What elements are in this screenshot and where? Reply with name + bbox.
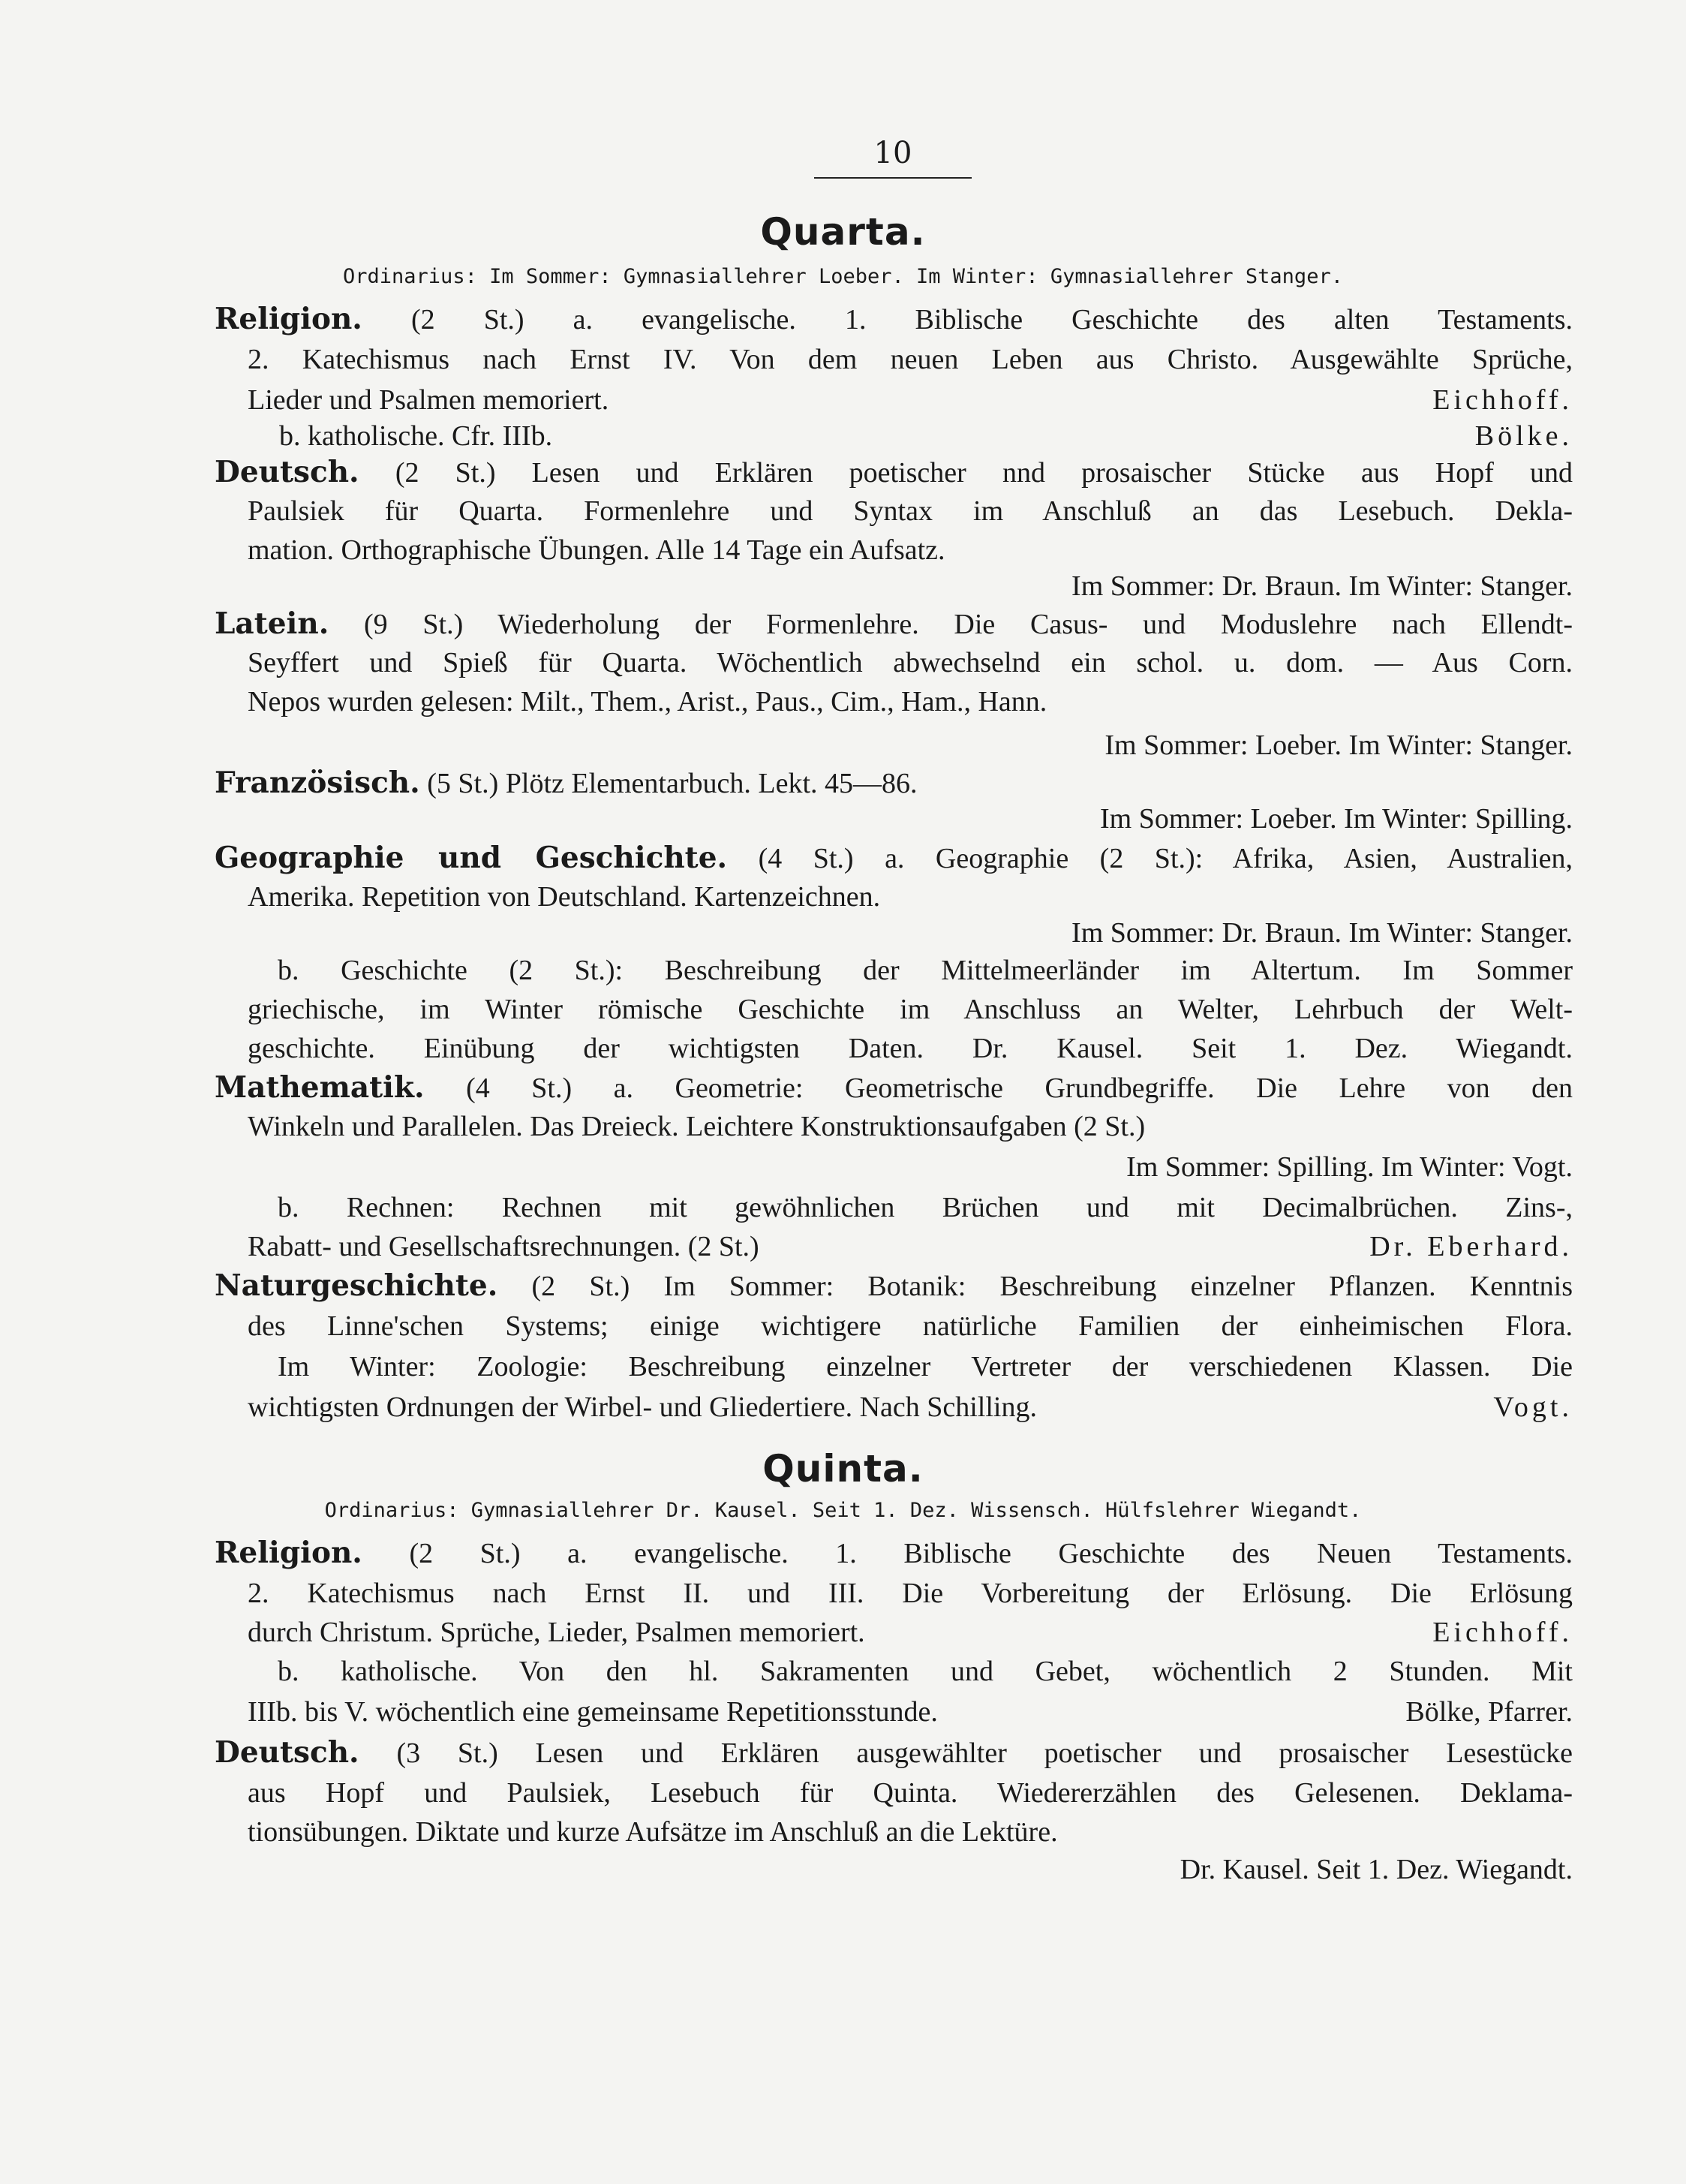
quarta-geo-line6: geschichte. Einübung der wichtigsten Daten. Dr. Kausel. Seit 1. Dez. Wiegandt. <box>248 1033 1573 1064</box>
quarta-religion-teacher2: Bölke. <box>1474 420 1573 452</box>
quarta-natur-teacher: Vogt. <box>1493 1391 1573 1423</box>
subject-heading: Religion. <box>215 302 362 336</box>
quarta-mathe-line5: Rabatt- und Gesellschaftsrechnungen. (2 St.) <box>248 1231 759 1262</box>
quarta-religion-line4: b. katholische. Cfr. IIIb. <box>279 420 553 452</box>
page-number: 10 <box>814 134 972 179</box>
quarta-natur-line3: Im Winter: Zoologie: Beschreibung einzelner Vertreter der verschiedenen Klassen. Die <box>278 1351 1573 1382</box>
quinta-deutsch-teachers: Dr. Kausel. Seit 1. Dez. Wiegandt. <box>1180 1854 1573 1885</box>
section-title-quarta: Quarta. <box>760 210 926 254</box>
quinta-religion-line2: 2. Katechismus nach Ernst II. und III. Die Vorbereitung der Erlösung. Die Erlösung <box>248 1578 1573 1609</box>
quarta-mathe-line2: Winkeln und Parallelen. Das Dreieck. Leichtere Konstruktionsaufgaben (2 St.) <box>248 1111 1146 1142</box>
ordinarius-quarta: Ordinarius: Im Sommer: Gymnasiallehrer Loeber. Im Winter: Gymnasiallehrer Stanger. <box>343 265 1343 288</box>
subject-heading: Deutsch. <box>215 1735 359 1770</box>
quinta-religion-line5: IIIb. bis V. wöchentlich eine gemeinsame Repetitionsstunde. <box>248 1696 938 1728</box>
quinta-deutsch-line1: Deutsch. (3 St.) Lesen und Erklären ausgewählter poetischer und prosaischer Lesestücke <box>215 1735 1573 1770</box>
quarta-franz-teachers: Im Sommer: Loeber. Im Winter: Spilling. <box>1100 803 1573 835</box>
quarta-deutsch-teachers: Im Sommer: Dr. Braun. Im Winter: Stanger. <box>1071 570 1573 602</box>
quarta-geo-line4: b. Geschichte (2 St.): Beschreibung der Mittelmeerländer im Altertum. Im Sommer <box>278 955 1573 986</box>
subject-heading: Religion. <box>215 1536 362 1570</box>
quarta-natur-line4: wichtigsten Ordnungen der Wirbel- und Gliedertiere. Nach Schilling. <box>248 1391 1037 1423</box>
subject-heading: Geographie und Geschichte. <box>215 841 728 875</box>
quinta-religion-line3: durch Christum. Sprüche, Lieder, Psalmen memoriert. <box>248 1617 865 1648</box>
quarta-deutsch-line1: Deutsch. (2 St.) Lesen und Erklären poetischer nnd prosaischer Stücke aus Hopf und <box>215 455 1573 489</box>
quarta-latein-teachers: Im Sommer: Loeber. Im Winter: Stanger. <box>1104 730 1573 761</box>
quarta-geo-teachers: Im Sommer: Dr. Braun. Im Winter: Stanger. <box>1071 917 1573 949</box>
quarta-latein-line3: Nepos wurden gelesen: Milt., Them., Arist., Paus., Cim., Ham., Hann. <box>248 686 1047 717</box>
quinta-deutsch-line2: aus Hopf und Paulsiek, Lesebuch für Quinta. Wiedererzählen des Gelesenen. Deklama- <box>248 1777 1573 1809</box>
quarta-mathe-line4: b. Rechnen: Rechnen mit gewöhnlichen Brüchen und mit Decimalbrüchen. Zins-, <box>278 1192 1573 1223</box>
quarta-latein-line2: Seyffert und Spieß für Quarta. Wöchentlich abwechselnd ein schol. u. dom. — Aus Corn. <box>248 647 1573 678</box>
quinta-deutsch-line3: tionsübungen. Diktate und kurze Aufsätze im Anschluß an die Lektüre. <box>248 1816 1058 1848</box>
quarta-religion-line3: Lieder und Psalmen memoriert. <box>248 384 609 416</box>
quarta-religion-line2: 2. Katechismus nach Ernst IV. Von dem neuen Leben aus Christo. Ausgewählte Sprüche, <box>248 344 1573 375</box>
quarta-mathe-teachers: Im Sommer: Spilling. Im Winter: Vogt. <box>1126 1151 1573 1183</box>
quarta-natur-line1: Naturgeschichte. (2 St.) Im Sommer: Botanik: Beschreibung einzelner Pflanzen. Kenntnis <box>215 1268 1573 1303</box>
quinta-religion-teacher: Eichhoff. <box>1432 1617 1573 1648</box>
quarta-latein-line1: Latein. (9 St.) Wiederholung der Formenlehre. Die Casus- und Moduslehre nach Ellendt- <box>215 606 1573 641</box>
subject-heading: Deutsch. <box>215 455 359 489</box>
quarta-deutsch-line2: Paulsiek für Quarta. Formenlehre und Syntax im Anschluß an das Lesebuch. Dekla- <box>248 495 1573 527</box>
quarta-geo-line1: Geographie und Geschichte. (4 St.) a. Geographie (2 St.): Afrika, Asien, Australien, <box>215 841 1573 875</box>
subject-heading: Französisch. <box>215 766 420 800</box>
subject-heading: Latein. <box>215 606 329 641</box>
subject-heading: Naturgeschichte. <box>215 1268 498 1303</box>
quarta-geo-line2: Amerika. Repetition von Deutschland. Kartenzeichnen. <box>248 881 881 913</box>
quarta-natur-line2: des Linne'schen Systems; einige wichtigere natürliche Familien der einheimischen Flora. <box>248 1310 1573 1342</box>
quarta-mathe-teacher: Dr. Eberhard. <box>1369 1231 1573 1262</box>
quinta-religion-line1: Religion. (2 St.) a. evangelische. 1. Biblische Geschichte des Neuen Testaments. <box>215 1536 1573 1570</box>
section-title-quinta: Quinta. <box>762 1447 924 1491</box>
quinta-religion-line4: b. katholische. Von den hl. Sakramenten und Gebet, wöchentlich 2 Stunden. Mit <box>278 1656 1573 1687</box>
quarta-religion-teacher: Eichhoff. <box>1432 384 1573 416</box>
subject-heading: Mathematik. <box>215 1070 425 1105</box>
ordinarius-quinta: Ordinarius: Gymnasiallehrer Dr. Kausel. Seit 1. Dez. Wissensch. Hülfslehrer Wiegandt. <box>324 1499 1362 1522</box>
quarta-franz-line1: Französisch. (5 St.) Plötz Elementarbuch. Lekt. 45—86. <box>215 766 918 800</box>
quarta-geo-line5: griechische, im Winter römische Geschichte im Anschluss an Welter, Lehrbuch der Welt- <box>248 994 1573 1025</box>
quarta-mathe-line1: Mathematik. (4 St.) a. Geometrie: Geometrische Grundbegriffe. Die Lehre von den <box>215 1070 1573 1105</box>
quarta-deutsch-line3: mation. Orthographische Übungen. Alle 14 Tage ein Aufsatz. <box>248 534 945 566</box>
quarta-religion-line1: Religion. (2 St.) a. evangelische. 1. Biblische Geschichte des alten Testaments. <box>215 302 1573 336</box>
quinta-religion-teacher2: Bölke, Pfarrer. <box>1405 1696 1573 1728</box>
